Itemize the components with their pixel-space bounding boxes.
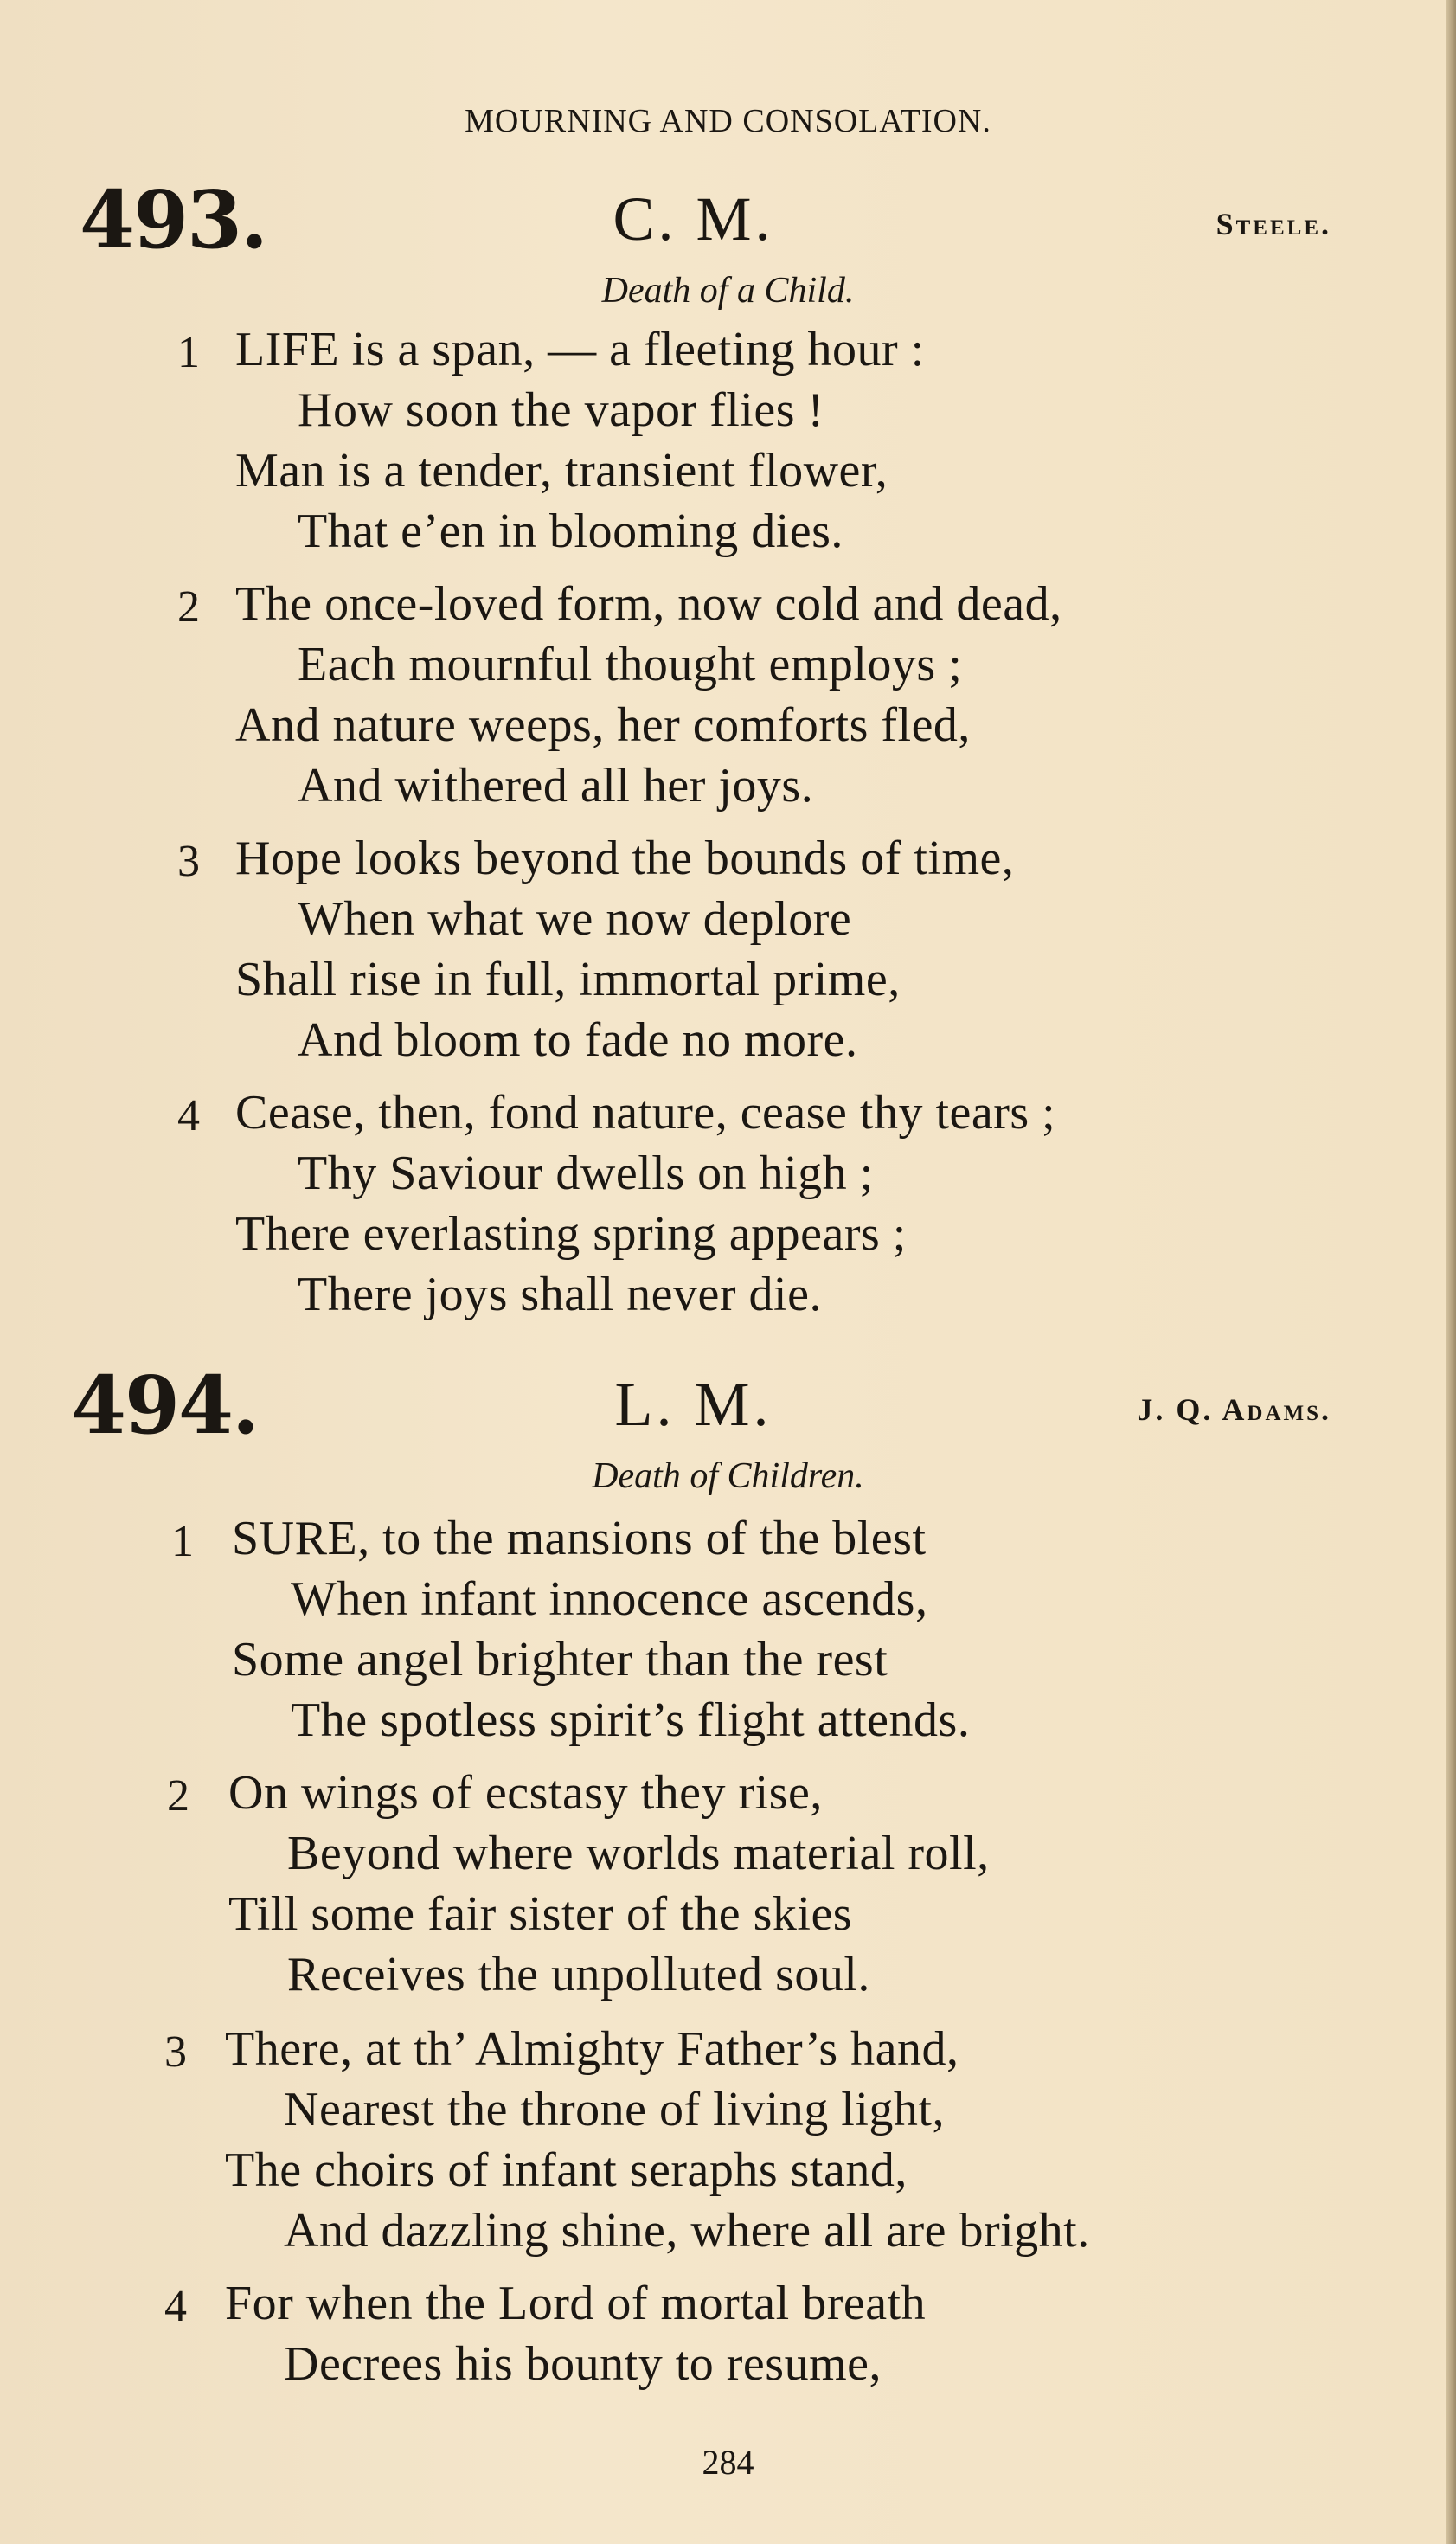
verse-line: The spotless spirit’s flight attends.: [291, 1693, 971, 1747]
verse-line: There, at th’ Almighty Father’s hand,: [225, 2022, 959, 2076]
page-edge: [1446, 0, 1456, 2544]
verse-line: And nature weeps, her comforts fled,: [235, 698, 971, 752]
verse-line: That e’en in blooming dies.: [298, 504, 843, 558]
verse-line: Beyond where worlds material roll,: [287, 1827, 990, 1880]
hymn-494-header: [0, 1359, 1456, 1452]
verse-line: And bloom to fade no more.: [298, 1013, 858, 1067]
verse-line: And withered all her joys.: [298, 759, 814, 813]
verse-line: Hope looks beyond the bounds of time,: [235, 832, 1015, 885]
stanza-number: 1: [177, 328, 200, 377]
hymn-meter: C. M.: [613, 184, 774, 254]
hymn-author: Steele.: [1215, 207, 1331, 241]
verse-line: The once-loved form, now cold and dead,: [235, 577, 1062, 631]
verse-line: Each mournful thought employs ;: [298, 638, 963, 691]
hymn-meter: L. M.: [614, 1370, 773, 1439]
verse-line: The choirs of infant seraphs stand,: [225, 2143, 908, 2197]
verse-line: SURE, to the mansions of the blest: [232, 1512, 927, 1565]
verse-line: Till some fair sister of the skies: [228, 1887, 853, 1941]
verse-line: How soon the vapor flies !: [298, 383, 824, 437]
page-number: 284: [702, 2443, 754, 2482]
verse-line: Thy Saviour dwells on high ;: [298, 1147, 874, 1200]
verse-line: When what we now deplore: [298, 892, 852, 946]
hymn-number: 494.: [71, 1359, 259, 1452]
verse-line: LIFE is a span, — a fleeting hour :: [235, 323, 925, 376]
hymn-subtitle: Death of Children.: [592, 1456, 864, 1496]
stanza-number: 1: [171, 1517, 194, 1566]
verse-line: When infant innocence ascends,: [291, 1572, 928, 1626]
verse-line: Cease, then, fond nature, cease thy tears ;: [235, 1086, 1056, 1140]
stanza-number: 4: [164, 2282, 187, 2331]
stanza-number: 3: [164, 2027, 187, 2077]
hymn-number: 493.: [80, 173, 267, 267]
verse-line: There everlasting spring appears ;: [235, 1207, 907, 1261]
verse-line: And dazzling shine, where all are bright.: [284, 2204, 1090, 2258]
verse-line: Some angel brighter than the rest: [232, 1633, 888, 1686]
stanza-number: 2: [167, 1771, 189, 1821]
verse-line: For when the Lord of mortal breath: [225, 2277, 927, 2330]
running-head: MOURNING AND CONSOLATION.: [465, 103, 991, 139]
verse-line: Decrees his bounty to resume,: [284, 2337, 882, 2391]
verse-line: Man is a tender, transient flower,: [235, 444, 888, 498]
verse-line: On wings of ecstasy they rise,: [228, 1766, 823, 1820]
verse-line: Shall rise in full, immortal prime,: [235, 953, 901, 1006]
stanza-number: 3: [177, 837, 200, 886]
stanza-number: 2: [177, 582, 200, 632]
hymn-author: J. Q. Adams.: [1137, 1392, 1331, 1427]
verse-line: Nearest the throne of living light,: [284, 2083, 945, 2136]
verse-line: Receives the unpolluted soul.: [287, 1948, 870, 2001]
stanza-number: 4: [177, 1091, 200, 1140]
verse-line: There joys shall never die.: [298, 1268, 822, 1321]
hymn-subtitle: Death of a Child.: [601, 271, 855, 311]
hymn-493-header: [0, 173, 1456, 267]
